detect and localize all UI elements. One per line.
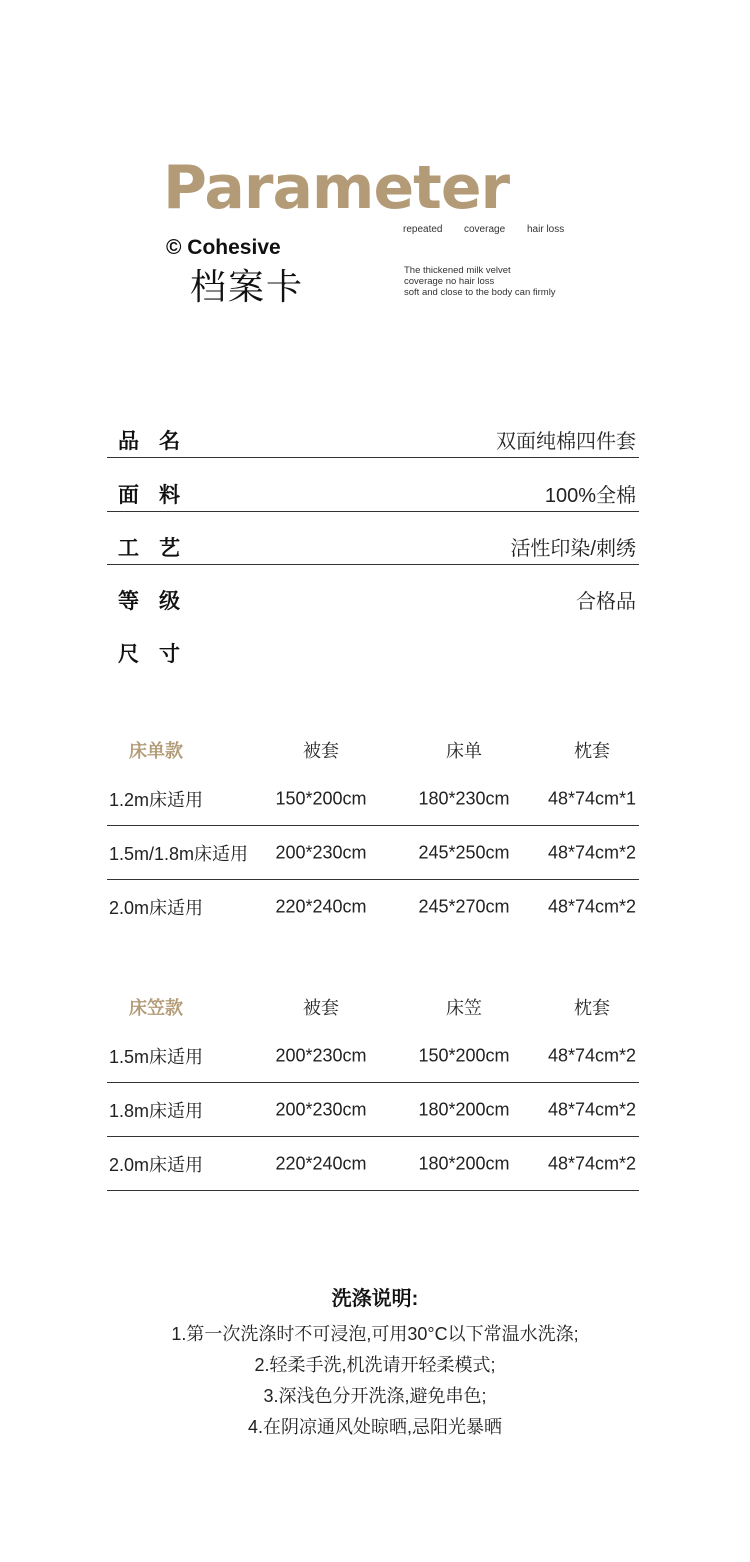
product-description: [404, 265, 556, 298]
spec-label: 品名: [118, 430, 200, 453]
table-header-cell: 床单款: [129, 741, 183, 761]
table-cell: 48*74cm*1: [547, 788, 637, 808]
table-cell: 245*250cm: [418, 842, 510, 862]
tag-coverage: coverage: [464, 224, 506, 235]
wash-line: 3.深浅色分开洗涤,避免串色;: [263, 1386, 487, 1406]
description-line: The thickened milk velvet: [404, 265, 511, 276]
spec-label: 尺寸: [118, 643, 200, 666]
table-header-cell: 床笠款: [129, 998, 183, 1018]
table-cell: 1.8m床适用: [109, 1100, 204, 1121]
table-row: [107, 1029, 639, 1083]
spec-value: 100%全棉: [544, 485, 636, 507]
table-cell: 180*200cm: [418, 1153, 510, 1173]
spec-row-craft: [107, 524, 639, 565]
table-header: [107, 728, 639, 772]
wash-title: 洗涤说明:: [331, 1288, 419, 1310]
table-header-cell: 床单: [446, 741, 482, 761]
table-cell: 150*200cm: [418, 1045, 510, 1065]
table-cell: 1.2m床适用: [109, 789, 204, 810]
tag-repeated: repeated: [403, 224, 443, 235]
wash-line: 1.第一次洗涤时不可浸泡,可用30°C以下常温水洗涤;: [171, 1324, 579, 1344]
brand-subtitle: 档案卡: [190, 267, 305, 308]
table-cell: 48*74cm*2: [547, 1045, 637, 1065]
table-header-cell: 枕套: [574, 741, 610, 761]
table-row: [107, 1137, 639, 1191]
table-header-cell: 被套: [303, 741, 339, 761]
table-cell: 200*230cm: [275, 1045, 367, 1065]
fitted-size-table: [107, 985, 639, 1191]
tag-hair-loss: hair loss: [527, 224, 565, 235]
table-row: [107, 880, 639, 933]
spec-label: 工艺: [118, 537, 200, 560]
table-row: [107, 1083, 639, 1137]
spec-value: 活性印染/刺绣: [510, 538, 636, 560]
spec-label: 面料: [118, 484, 200, 507]
brand-name: © Cohesive: [166, 236, 281, 259]
wash-instructions: [0, 1282, 750, 1443]
table-cell: 48*74cm*2: [547, 896, 637, 916]
table-row: [107, 826, 639, 880]
spec-row-grade: [107, 577, 639, 617]
description-line: soft and close to the body can firmly: [404, 287, 556, 298]
table-cell: 180*200cm: [418, 1099, 510, 1119]
table-header-cell: 枕套: [574, 998, 610, 1018]
spec-value: 合格品: [576, 591, 636, 613]
table-cell: 200*230cm: [275, 842, 367, 862]
table-cell: 48*74cm*2: [547, 842, 637, 862]
spec-row-size: [107, 630, 639, 670]
spec-value: 双面纯棉四件套: [496, 431, 636, 453]
table-cell: 150*200cm: [275, 788, 367, 808]
spec-row-product-name: [107, 417, 639, 458]
table-cell: 1.5m/1.8m床适用: [109, 843, 249, 864]
table-cell: 48*74cm*2: [547, 1153, 637, 1173]
table-header-cell: 床笠: [446, 998, 482, 1018]
table-cell: 220*240cm: [275, 1153, 367, 1173]
table-cell: 245*270cm: [418, 896, 510, 916]
table-cell: 220*240cm: [275, 896, 367, 916]
description-line: coverage no hair loss: [404, 276, 495, 287]
spec-row-fabric: [107, 471, 639, 512]
table-cell: 2.0m床适用: [109, 1154, 204, 1175]
wash-line: 2.轻柔手洗,机洗请开轻柔模式;: [254, 1355, 496, 1375]
table-cell: 1.5m床适用: [109, 1046, 204, 1067]
table-cell: 180*230cm: [418, 788, 510, 808]
table-cell: 200*230cm: [275, 1099, 367, 1119]
table-cell: 2.0m床适用: [109, 897, 204, 918]
table-cell: 48*74cm*2: [547, 1099, 637, 1119]
table-row: [107, 772, 639, 826]
table-header-cell: 被套: [303, 998, 339, 1018]
sheet-size-table: [107, 728, 639, 933]
table-header: [107, 985, 639, 1029]
page-title: Parameter: [163, 153, 510, 223]
wash-line: 4.在阴凉通风处晾晒,忌阳光暴晒: [247, 1417, 502, 1437]
spec-label: 等级: [118, 590, 200, 613]
